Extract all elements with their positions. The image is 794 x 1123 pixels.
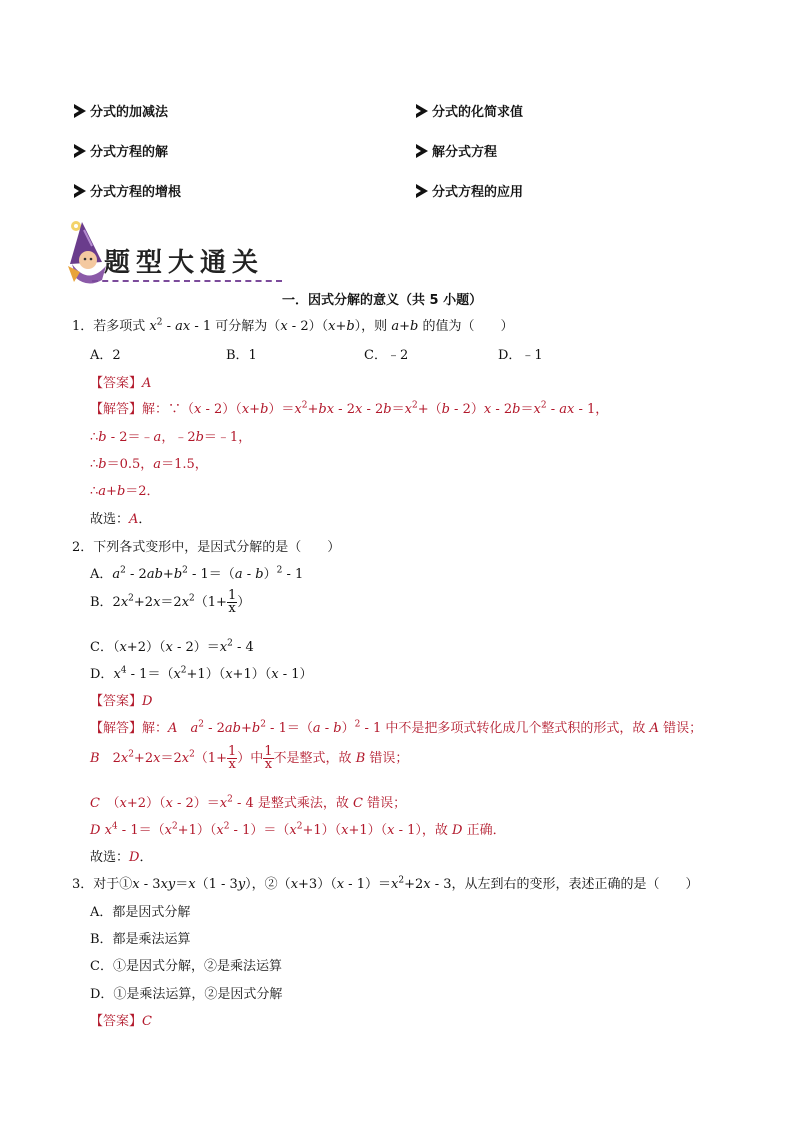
banner-title: 题型大通关	[104, 248, 265, 278]
topic-item	[74, 101, 168, 120]
q3-option-b: B．都是乘法运算	[90, 932, 191, 947]
topic-item	[416, 141, 497, 160]
q3-answer	[90, 1010, 152, 1029]
arrow-bullet-icon	[74, 104, 86, 118]
topic-label: 分式方程的增根	[90, 185, 182, 200]
q2-solution-line3: C $(x+2)(x - 2)=x^2 - 4$ 是整式乘法，故 C 错误；	[90, 794, 407, 811]
arrow-bullet-icon	[74, 184, 86, 198]
q1-option-b: B．1	[226, 348, 257, 363]
question-1-stem: 1．若多项式 $x^2$ - ax - 1 可分解为（x - 2）（x+b），则 a+b 的值为（ ）	[72, 317, 514, 334]
q1-answer	[90, 372, 151, 391]
q2-choose: 故选：D．	[90, 850, 153, 865]
answer-value: D	[142, 694, 153, 709]
q2-solution-line2: B $2x^2+2x=2x^2(1+$ $\frac{1}{x}$ ）中 $\frac{1}{x}$ 不是整式，故 B 错误；	[90, 744, 409, 772]
answer-tag: 【答案】	[90, 1014, 143, 1029]
q2-option-b: B．$2x^2+2x=2x^2(1+$ $\frac{1}{x}$ ）	[90, 588, 251, 616]
arrow-bullet-icon	[416, 144, 428, 158]
section-banner	[62, 216, 292, 290]
q3-option-c: C．①是因式分解，②是乘法运算	[90, 959, 282, 974]
q1-solution-line4: ∴a+b＝2．	[90, 484, 160, 499]
answer-tag: 【答案】	[90, 694, 143, 709]
q1-solution-line3: ∴b＝0.5，a＝1.5，	[90, 457, 208, 472]
q2-solution-line4: D $x^4 - 1=(x^2+1)(x^2 - 1)=(x^2+1)(x+1)(x - 1)$，故 D 正确．	[90, 821, 506, 838]
topic-item	[416, 101, 523, 120]
q1-solution-line2: ∴b - 2＝﹣a，﹣2b＝﹣1，	[90, 430, 252, 445]
q1-solution-line1: 【解答】解：∵（x - $2)(x+b)=x^2+bx - 2x - 2b=x^2+(b - 2)x - 2b=x^2$ - ax - 1，	[90, 400, 609, 417]
q3-option-d: D．①是乘法运算，②是因式分解	[90, 987, 283, 1002]
topic-label: 分式的化简求值	[432, 105, 524, 120]
solution-tag: 【解答】	[90, 721, 143, 736]
arrow-bullet-icon	[416, 184, 428, 198]
section-title: 一．因式分解的意义（共 5 小题）	[282, 293, 483, 308]
q2-solution-line1: 【解答】解：A $a^2 - 2ab+b^2 - 1=(a - b)^2 - 1$ 中不是把多项式转化成几个整式积的形式，故 A 错误；	[90, 719, 703, 736]
arrow-bullet-icon	[74, 144, 86, 158]
topic-label: 解分式方程	[432, 145, 498, 160]
arrow-bullet-icon	[416, 104, 428, 118]
topic-item	[74, 181, 181, 200]
topic-label: 分式的加减法	[90, 105, 169, 120]
q1-option-c: C．﹣2	[364, 348, 409, 363]
q1-option-d: D．﹣1	[498, 348, 543, 363]
topic-label: 分式方程的解	[90, 145, 169, 160]
q1-option-a: A．2	[90, 348, 121, 363]
q2-option-d: D．$x^4 - 1=(x^2+1)(x+1)(x - 1)$	[90, 665, 313, 682]
solution-tag: 【解答】	[90, 402, 143, 417]
question-3-stem: 3．对于①x - 3xy＝x（1 - 3y），②（x+3）（x - $1)=x^2+2x - 3$，从左到右的变形，表述正确的是（ ）	[72, 875, 699, 892]
q2-option-c: C．$(x+2)(x - 2)=x^2 - 4$	[90, 638, 254, 655]
q2-option-a: A．$a^2 - 2ab+b^2 - 1=(a - b)^2 - 1$	[90, 565, 304, 582]
banner-underline	[92, 280, 282, 282]
topic-item	[74, 141, 168, 160]
q3-option-a: A．都是因式分解	[90, 905, 191, 920]
question-2-stem: 2．下列各式变形中，是因式分解的是（ ）	[72, 540, 341, 555]
q2-answer	[90, 690, 152, 709]
topic-item	[416, 181, 523, 200]
answer-value: A	[142, 376, 152, 391]
answer-value: C	[142, 1014, 152, 1029]
answer-tag: 【答案】	[90, 376, 143, 391]
q1-choose: 故选：A．	[90, 512, 152, 527]
topic-label: 分式方程的应用	[432, 185, 524, 200]
